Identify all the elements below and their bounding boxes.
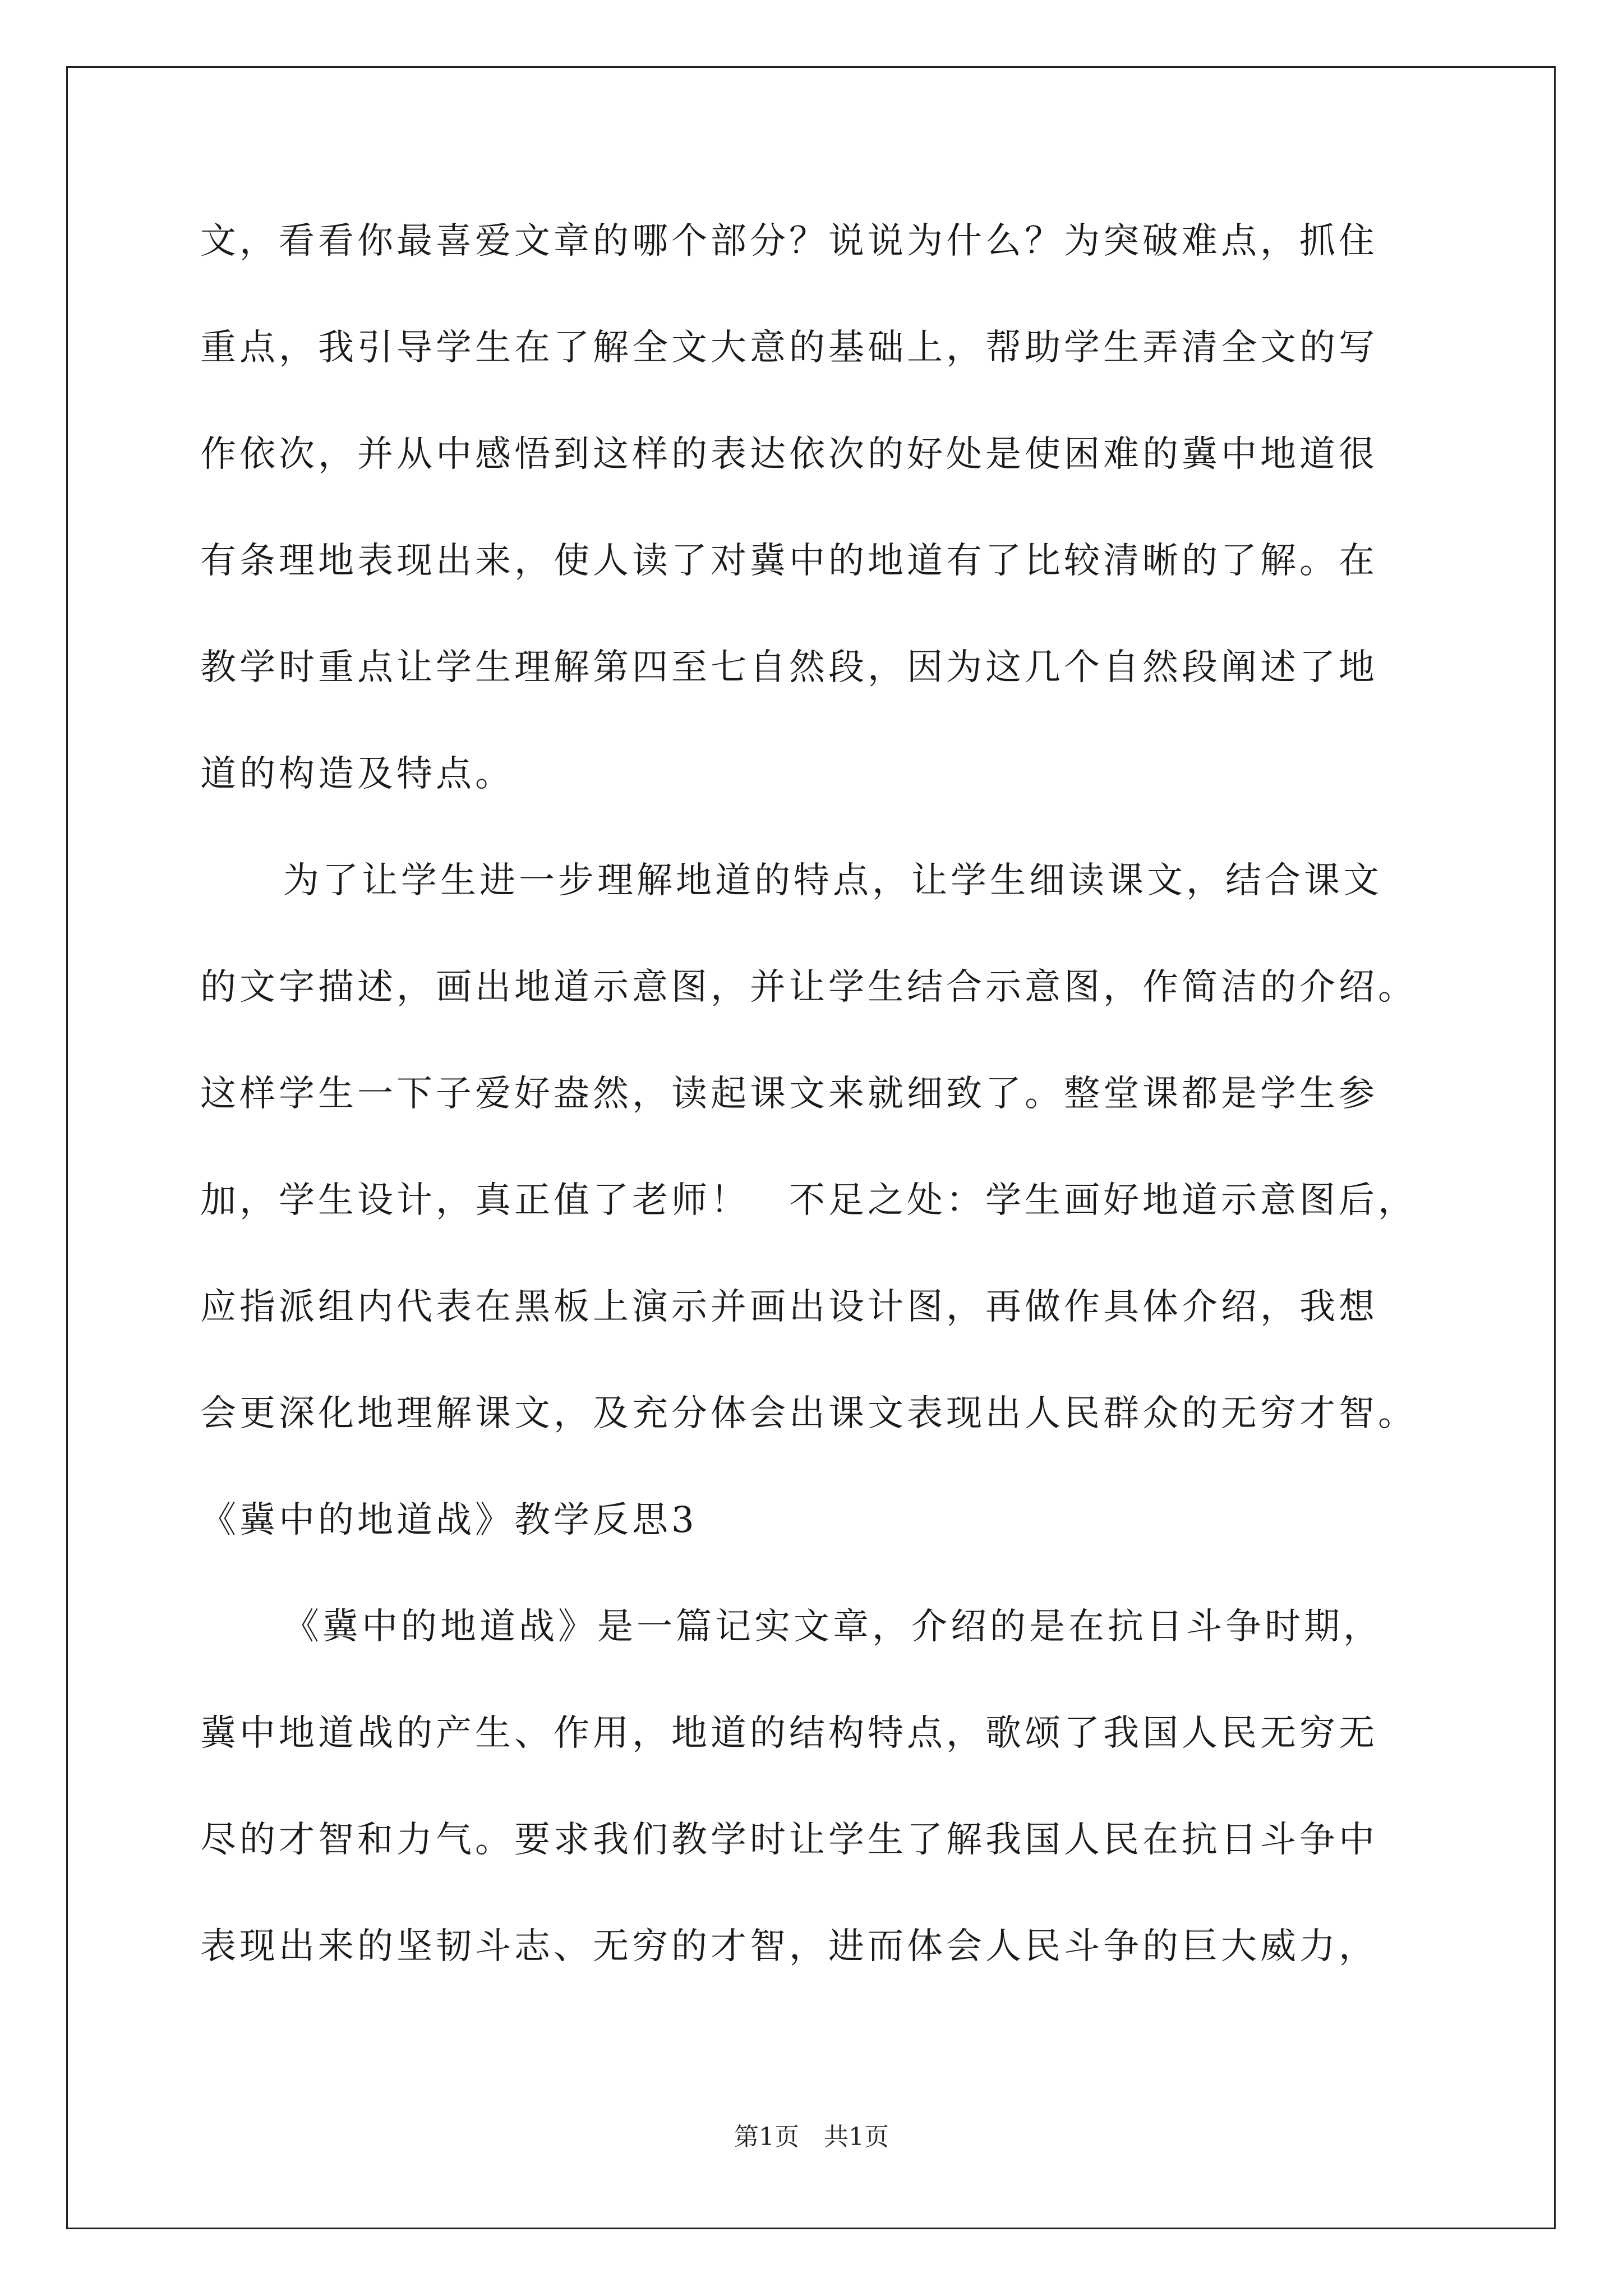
text-line: 道的构造及特点。	[200, 753, 514, 795]
text-line: 为了让学生进一步理解地道的特点，让学生细读课文，结合课文	[283, 860, 1382, 901]
text-line: 会更深化地理解课文，及充分体会出课文表现出人民群众的无穷才智。	[200, 1393, 1417, 1434]
text-line: 《冀中的地道战》是一篇记实文章，介绍的是在抗日斗争时期，	[283, 1606, 1382, 1648]
page-footer: 第1页 共1页	[734, 2123, 889, 2151]
text-line: 加，学生设计，真正值了老师！ 不足之处：学生画好地道示意图后，	[200, 1180, 1417, 1221]
section-heading: 《冀中的地道战》教学反思3	[200, 1499, 698, 1541]
text-line: 的文字描述，画出地道示意图，并让学生结合示意图，作简洁的介绍。	[200, 967, 1417, 1008]
text-line: 教学时重点让学生理解第四至七自然段，因为这几个自然段阐述了地	[200, 647, 1378, 688]
text-line: 作依次，并从中感悟到这样的表达依次的好处是使困难的冀中地道很	[200, 434, 1378, 475]
text-line: 这样学生一下子爱好盎然，读起课文来就细致了。整堂课都是学生参	[200, 1073, 1378, 1115]
text-line: 文，看看你最喜爱文章的哪个部分？说说为什么？为突破难点，抓住	[200, 220, 1378, 262]
page-border	[66, 66, 1556, 2229]
text-line: 有条理地表现出来，使人读了对冀中的地道有了比较清晰的了解。在	[200, 540, 1378, 582]
text-line: 重点，我引导学生在了解全文大意的基础上，帮助学生弄清全文的写	[200, 327, 1378, 369]
text-line: 尽的才智和力气。要求我们教学时让学生了解我国人民在抗日斗争中	[200, 1819, 1378, 1861]
text-line: 冀中地道战的产生、作用，地道的结构特点，歌颂了我国人民无穷无	[200, 1713, 1378, 1754]
text-line: 表现出来的坚韧斗志、无穷的才智，进而体会人民斗争的巨大威力，	[200, 1926, 1378, 1967]
text-line: 应指派组内代表在黑板上演示并画出设计图，再做作具体介绍，我想	[200, 1286, 1378, 1328]
